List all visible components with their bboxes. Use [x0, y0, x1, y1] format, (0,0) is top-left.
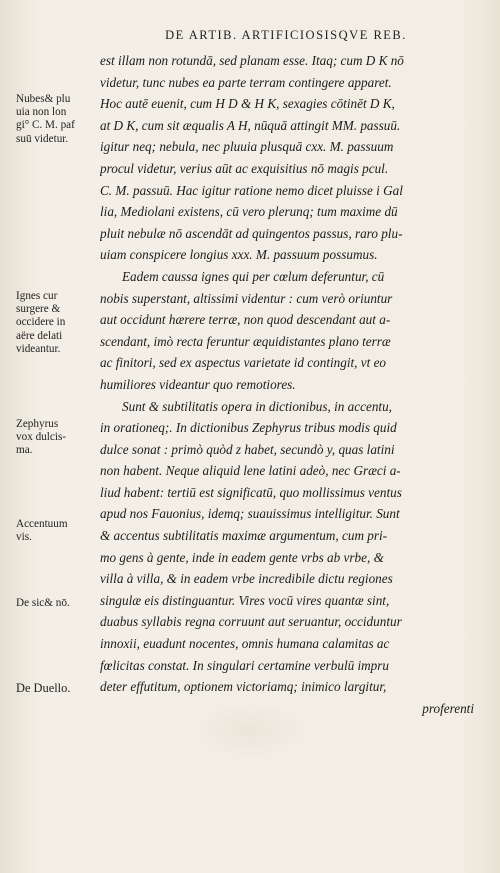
- running-head: DE ARTIB. ARTIFICIOSISQVE REB.: [165, 28, 407, 42]
- text-line: villa à villa, & in eadem vrbe incredibile dictu regiones: [100, 571, 393, 587]
- text-line: apud nos Fauonius, idemq; suauissimus intelligitur. Sunt: [100, 506, 400, 522]
- text-line: innoxii, euadunt nocentes, omnis humana calamitas ac: [100, 636, 390, 652]
- marginal-note-ignes: [16, 290, 102, 356]
- text-line: & accentus subtilitatis maximæ argumentum, cum pri-: [100, 528, 388, 544]
- text-line: C. M. passuū. Hac igitur ratione nemo dicet pluisse i Gal: [100, 182, 403, 198]
- marginal-note-line: Nubes& plu: [16, 93, 71, 105]
- marginal-note-line: videantur.: [16, 342, 61, 355]
- marginal-note-line: aëre delati: [16, 329, 63, 342]
- text-line: duabus syllabis regna corruunt aut seruantur, occiduntur: [100, 614, 402, 630]
- text-line: uiam conspicere longius xxx. M. passuum possumus.: [100, 247, 378, 263]
- marginal-note-duello: [16, 682, 102, 695]
- marginal-note-line: vox dulcis-: [16, 431, 67, 444]
- text-line: igitur neq; nebula, nec pluuia plusquā cxx. M. passuum: [100, 139, 394, 155]
- text-line: videtur, tunc nubes ea parte terram contingere apparet.: [100, 74, 392, 90]
- marginal-note-line: De sic& nō.: [16, 597, 70, 609]
- marginal-note-line: Ignes cur: [16, 290, 58, 302]
- marginal-note-line: De Duello.: [16, 681, 71, 695]
- text-line: fœlicitas constat. In singulari certamine verbulū impru: [100, 657, 390, 673]
- text-line: at D K, cum sit æqualis A H, nūquā attingit MM. passuū.: [100, 117, 401, 133]
- marginal-note-line: surgere &: [16, 303, 61, 316]
- text-line: procul videtur, verius aūt ac exquisitius nō magis pcul.: [100, 160, 389, 176]
- marginal-note-line: vis.: [16, 531, 32, 544]
- marginal-note-nubes: [16, 93, 102, 146]
- marginal-note-sic-no: [16, 597, 102, 610]
- text-line: aut occidunt hærere terræ, non quod descendant aut a-: [100, 312, 391, 328]
- text-line: mo gens à gente, inde in eadem gente vrbs ab vrbe, &: [100, 549, 384, 565]
- text-line: singulæ eis distinguantur. Vires vocū vires quantæ sint,: [100, 592, 390, 608]
- text-line: nobis superstant, altissimi videntur : cum verò oriuntur: [100, 290, 393, 306]
- paragraph-start-line: Sunt & subtilitatis opera in dictionibus, in accentu,: [122, 398, 392, 414]
- paragraph-start-line: Eadem caussa ignes qui per cœlum deferuntur, cū: [122, 268, 385, 284]
- text-line: deter effutitum, optionem victoriamq; inimico largitur,: [100, 679, 387, 695]
- marginal-note-line: gi° C. M. paf: [16, 119, 75, 132]
- text-line: liud habent: tertiū est significatū, quo mollissimus ventus: [100, 484, 402, 500]
- text-line: Hoc autē euenit, cum H D & H K, sexagies cōtinēt D K,: [100, 96, 395, 112]
- catchword-line: proferenti: [422, 700, 474, 716]
- text-line: humiliores videantur quo remotiores.: [100, 376, 296, 392]
- text-line: in orationeq;. In dictionibus Zephyrus tribus modis quid: [100, 420, 397, 436]
- text-line: ac finitori, sed ex aspectus varietate id contingit, vt eo: [100, 355, 387, 371]
- marginal-note-line: occidere in: [16, 316, 66, 329]
- main-text-block: [100, 50, 474, 719]
- marginal-note-line: Zephyrus: [16, 418, 59, 430]
- text-line: dulce sonat : primò quòd z habet, secundò y, quas latini: [100, 441, 395, 457]
- marginal-note-line: ma.: [16, 444, 33, 457]
- text-line: scendant, imò recta feruntur æquidistantes plano terræ: [100, 333, 391, 349]
- marginal-note-zephyrus: [16, 418, 102, 458]
- marginal-note-accentuum: [16, 518, 102, 544]
- marginal-note-line: uia non lon: [16, 106, 67, 119]
- marginal-note-line: suū videtur.: [16, 132, 69, 145]
- text-line: lia, Mediolani existens, cū vero plerunq; tum maxime dū: [100, 204, 398, 220]
- marginal-note-line: Accentuum: [16, 518, 68, 530]
- text-line: est illam non rotundā, sed planam esse. Itaq; cum D K nō: [100, 53, 404, 68]
- text-line: non habent. Neque aliquid lene latini adeò, nec Græci a-: [100, 463, 401, 479]
- text-line: pluit nebulæ nō ascendāt ad quingentos passus, raro plu-: [100, 225, 403, 241]
